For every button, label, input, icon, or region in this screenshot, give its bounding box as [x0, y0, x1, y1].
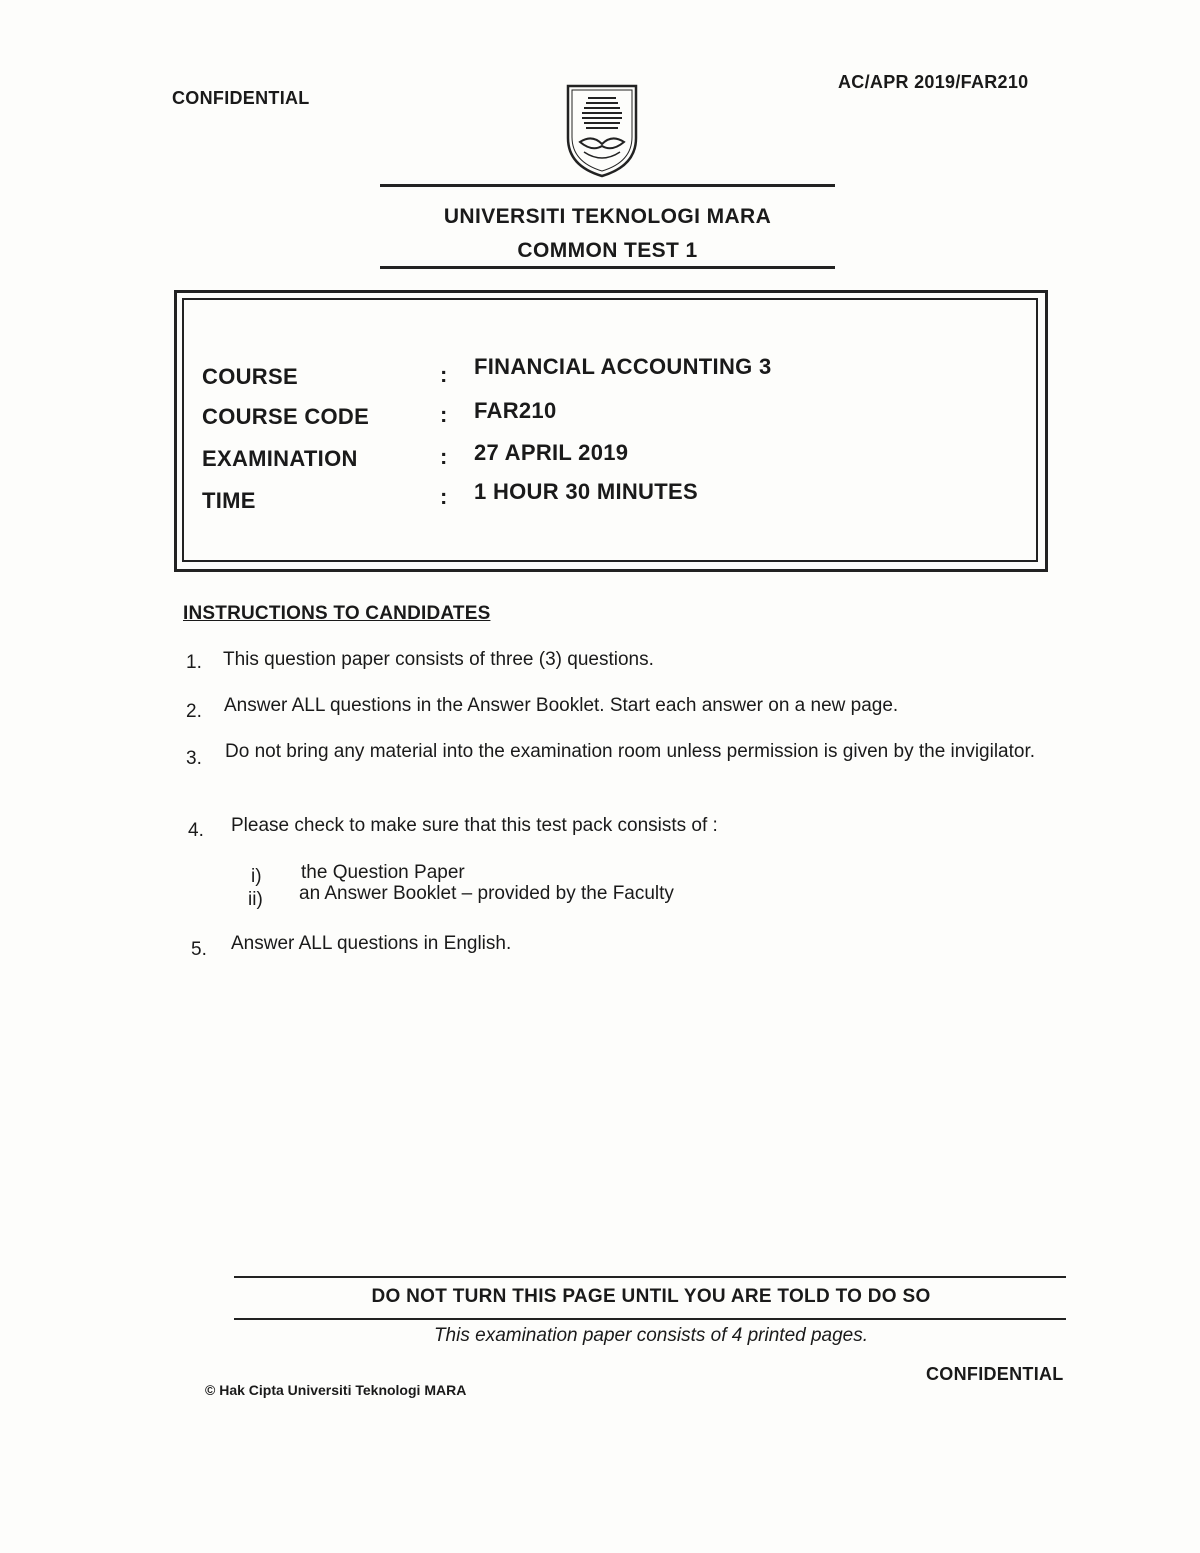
footer-rule-bottom — [234, 1318, 1066, 1320]
examination-label: EXAMINATION — [202, 446, 358, 471]
course-label: COURSE — [202, 364, 298, 389]
header-confidential-label: CONFIDENTIAL — [172, 88, 310, 108]
time-colon: : — [440, 484, 448, 509]
instruction-number-3: 3. — [186, 748, 202, 769]
reference-code: AC/APR 2019/FAR210 — [838, 72, 1029, 92]
instruction-text-3: Do not bring any material into the examination room unless permission is given by the invigilator. — [225, 741, 1036, 762]
instruction-number-1: 1. — [186, 652, 202, 673]
do-not-turn-warning: DO NOT TURN THIS PAGE UNTIL YOU ARE TOLD TO DO SO — [371, 1286, 931, 1307]
footer-rule-top — [234, 1276, 1066, 1278]
time-label: TIME — [202, 488, 256, 513]
time-value: 1 HOUR 30 MINUTES — [474, 479, 698, 504]
course-value: FINANCIAL ACCOUNTING 3 — [474, 354, 772, 379]
title-rule-top — [380, 184, 835, 187]
instruction-number-2: 2. — [186, 701, 202, 722]
examination-value: 27 APRIL 2019 — [474, 440, 629, 465]
copyright-notice: © Hak Cipta Universiti Teknologi MARA — [205, 1382, 467, 1398]
university-crest-logo — [562, 80, 642, 180]
university-name: UNIVERSITI TEKNOLOGI MARA — [443, 205, 772, 228]
printed-pages-note: This examination paper consists of 4 printed pages. — [433, 1325, 869, 1346]
course-code-value: FAR210 — [474, 398, 557, 423]
footer-confidential-label: CONFIDENTIAL — [926, 1364, 1064, 1384]
course-colon: : — [440, 362, 448, 387]
subitem-number-1: i) — [251, 866, 262, 887]
instruction-number-4: 4. — [188, 820, 204, 841]
test-name: COMMON TEST 1 — [517, 239, 698, 262]
course-code-label: COURSE CODE — [202, 404, 370, 429]
subitem-text-2: an Answer Booklet – provided by the Faculty — [299, 883, 674, 904]
instruction-text-4: Please check to make sure that this test pack consists of : — [231, 815, 718, 836]
instruction-text-5: Answer ALL questions in English. — [231, 933, 512, 954]
course-code-colon: : — [440, 402, 448, 427]
subitem-text-1: the Question Paper — [301, 862, 465, 883]
title-rule-bottom — [380, 266, 835, 269]
instruction-text-1: This question paper consists of three (3) questions. — [223, 649, 654, 670]
instruction-number-5: 5. — [191, 939, 207, 960]
subitem-number-2: ii) — [248, 889, 263, 910]
instruction-text-2: Answer ALL questions in the Answer Booklet. Start each answer on a new page. — [224, 695, 899, 716]
course-info-box-inner — [182, 298, 1038, 562]
instructions-heading: INSTRUCTIONS TO CANDIDATES — [183, 603, 491, 624]
examination-colon: : — [440, 444, 448, 469]
title-block — [380, 200, 835, 268]
